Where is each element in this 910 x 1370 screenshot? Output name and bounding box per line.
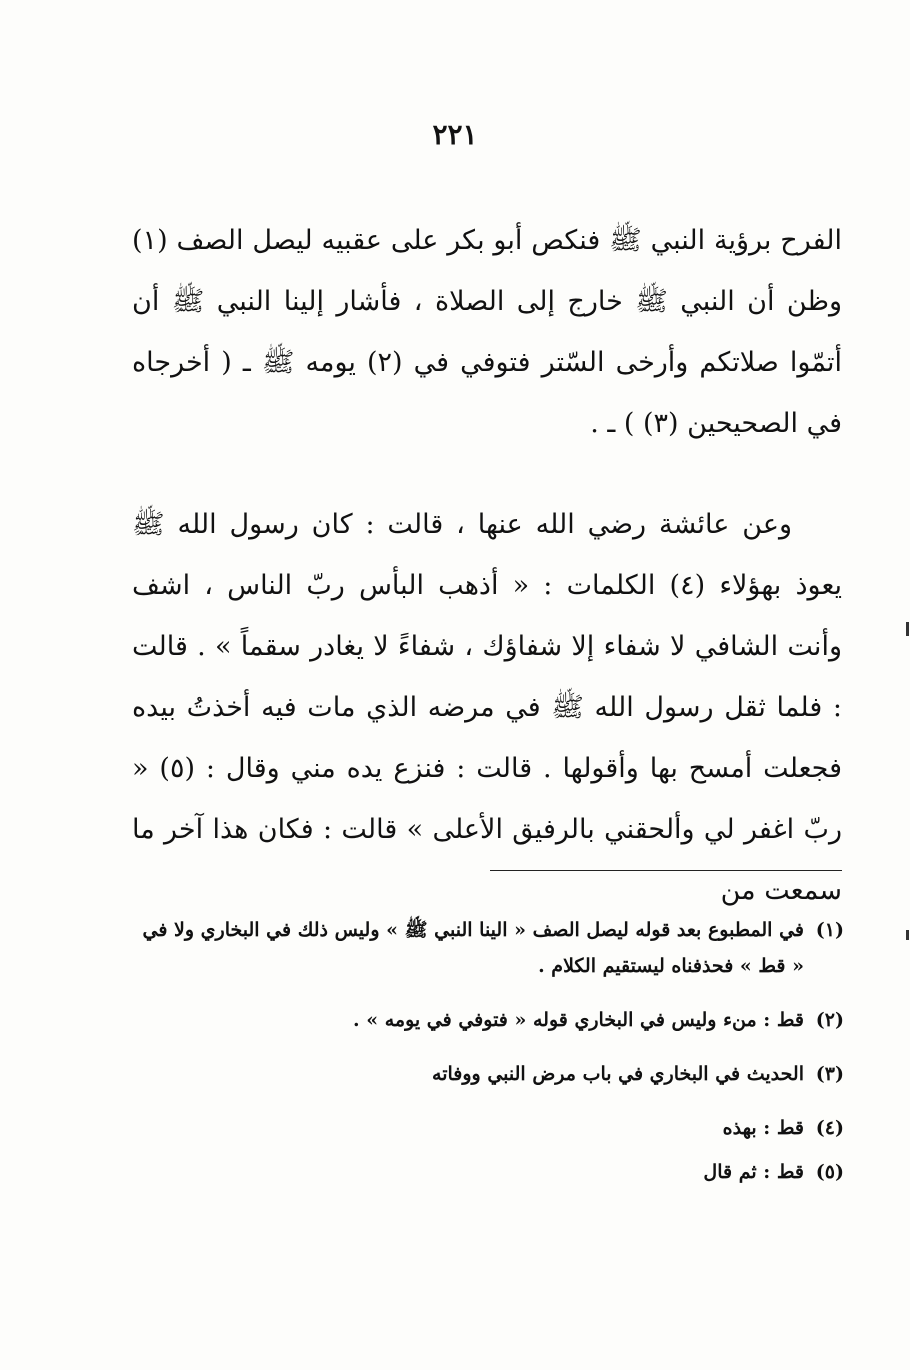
- footnote-text: قط : بهذه: [722, 1117, 804, 1139]
- paragraph-1: الفرح برؤية النبي ﷺ فنكص أبو بكر على عقبيه ليصل الصف (١) وظن أن النبي ﷺ خارج إلى الصلاة ، فأشار إلينا النبي ﷺ أن أتمّوا صلاتكم وأرخى السّتر فتوفي في (٢) يومه ﷺ ـ ( أخرجاه في الصحيحين (٣) ) ـ .: [132, 225, 842, 439]
- footnote-2: [132, 1002, 844, 1038]
- footnote-5: [132, 1154, 844, 1190]
- footnote-text: قط : منء وليس في البخاري قوله « فتوفي في يومه » .: [353, 1009, 804, 1031]
- paragraph-2: وعن عائشة رضي الله عنها ، قالت : كان رسول الله ﷺ يعوذ بهؤلاء (٤) الكلمات : « أذهب البأس ربّ الناس ، اشف وأنت الشافي لا شفاء إلا شفاؤك ، شفاءً لا يغادر سقماً » . قالت : فلما ثقل رسول الله ﷺ في مرضه الذي مات فيه أخذتُ بيده فجعلت أمسح بها وأقولها . قالت : فنزع يده مني وقال : (٥) « ربّ اغفر لي وألحقني بالرفيق الأعلى » قالت : فكان هذا آخر ما سمعت من: [132, 509, 842, 906]
- footnote-number: (٥): [815, 1161, 844, 1183]
- footnote-divider: [490, 870, 842, 871]
- footnote-number: (٤): [815, 1117, 844, 1139]
- footnote-text: في المطبوع بعد قوله ليصل الصف « الينا النبي ﷺ » وليس ذلك في البخاري ولا في « قط » فحذفناه ليستقيم الكلام .: [142, 919, 804, 977]
- scan-edge-mark: [906, 930, 909, 940]
- footnote-4: [132, 1110, 844, 1146]
- scan-edge-mark: [906, 622, 909, 636]
- footnote-3: [132, 1056, 844, 1092]
- footnote-number: (٢): [815, 1009, 844, 1031]
- footnote-number: (١): [815, 919, 844, 941]
- footnote-1: [132, 912, 844, 984]
- main-text: [132, 210, 842, 921]
- footnote-text: قط : ثم قال: [703, 1161, 804, 1183]
- footnotes: [132, 912, 844, 1208]
- footnote-text: الحديث في البخاري في باب مرض النبي ووفاته: [432, 1063, 804, 1085]
- footnote-number: (٣): [815, 1063, 844, 1085]
- page-number: ٢٢١: [432, 118, 478, 151]
